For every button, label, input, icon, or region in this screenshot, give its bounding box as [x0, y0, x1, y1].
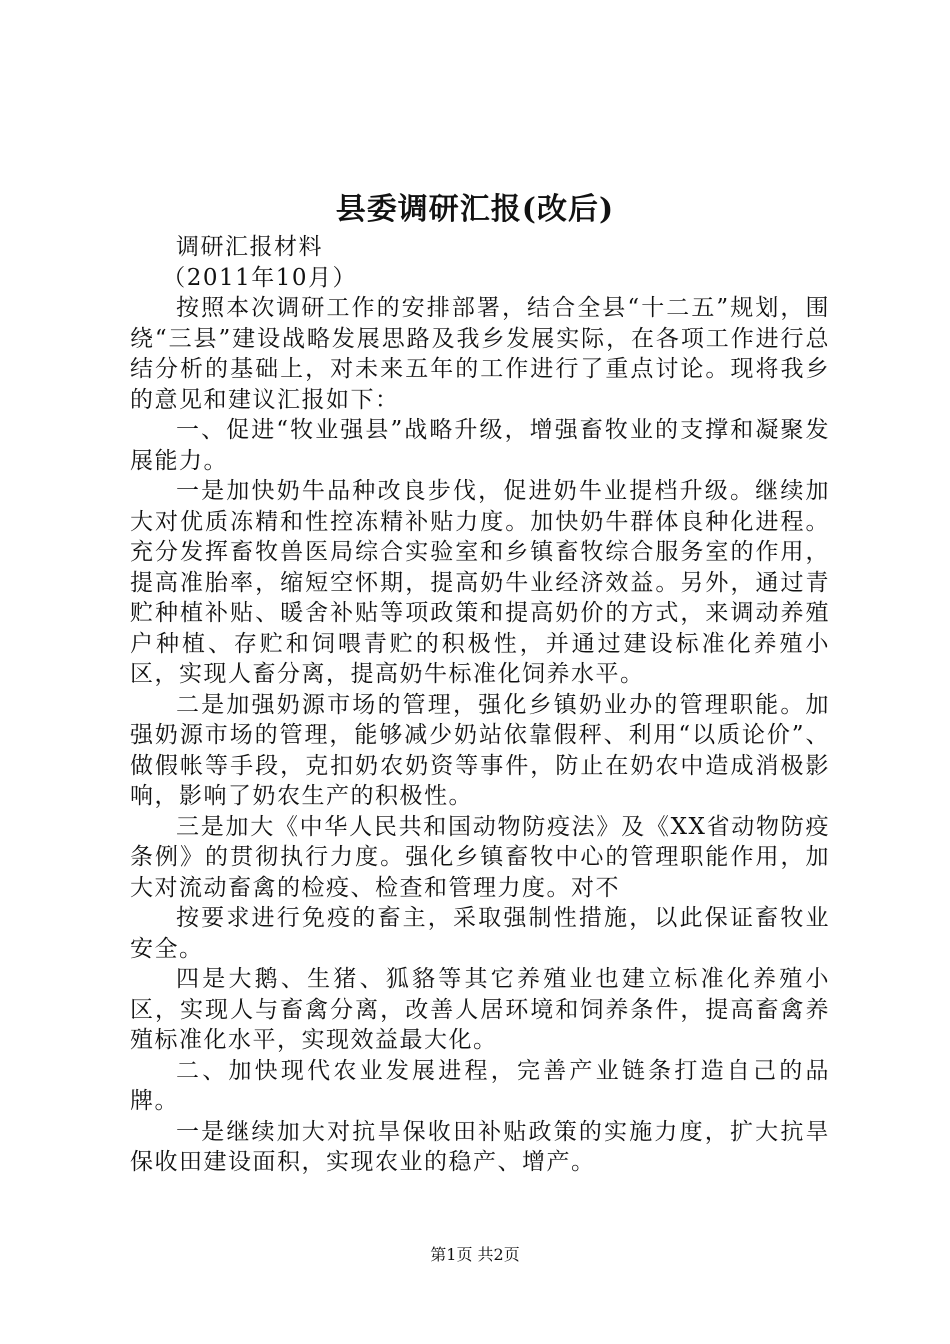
paragraph-item-1-1: 一是加快奶牛品种改良步伐，促进奶牛业提档升级。继续加大对优质冻精和性控冻精补贴力度。加快奶牛群体良种化进程。充分发挥畜牧兽医局综合实验室和乡镇畜牧综合服务室的作用，提高准胎率，缩短空怀期，提高奶牛业经济效益。另外，通过青贮种植补贴、暖舍补贴等项政策和提高奶价的方式，来调动养殖户种植、存贮和饲喂青贮的积极性，并通过建设标准化养殖小区，实现人畜分离，提高奶牛标准化饲养水平。 — [130, 478, 830, 687]
paragraph-item-1-3: 三是加大《中华人民共和国动物防疫法》及《XX省动物防疫条例》的贯彻执行力度。强化乡镇畜牧中心的管理职能作用，加大对流动畜禽的检疫、检查和管理力度。对不 — [130, 813, 830, 901]
page-footer: 第1页 共2页 — [430, 1245, 520, 1264]
paragraph-intro: 按照本次调研工作的安排部署，结合全县“十二五”规划，围绕“三县”建设战略发展思路及我乡发展实际，在各项工作进行总结分析的基础上，对未来五年的工作进行了重点讨论。现将我乡的意见和建议汇报如下： — [130, 295, 830, 413]
paragraph-date: （2011年10月） — [162, 264, 357, 291]
paragraph-section-2-heading: 二、加快现代农业发展进程，完善产业链条打造自己的品牌。 — [130, 1057, 830, 1114]
paragraph-section-1-heading: 一、促进“牧业强县”战略升级，增强畜牧业的支撑和凝聚发展能力。 — [130, 417, 830, 474]
document-title: 县委调研汇报(改后) — [335, 192, 615, 227]
paragraph-subtitle: 调研汇报材料 — [176, 234, 323, 260]
paragraph-item-1-4: 四是大鹅、生猪、狐貉等其它养殖业也建立标准化养殖小区，实现人与畜禽分离，改善人居环境和饲养条件，提高畜禽养殖标准化水平，实现效益最大化。 — [130, 966, 830, 1053]
paragraph-item-1-3-continued: 按要求进行免疫的畜主，采取强制性措施，以此保证畜牧业安全。 — [130, 905, 830, 962]
paragraph-item-1-2: 二是加强奶源市场的管理，强化乡镇奶业办的管理职能。加强奶源市场的管理，能够减少奶站依靠假秤、利用“以质论价”、做假帐等手段，克扣奶农奶资等事件，防止在奶农中造成消极影响，影响了奶农生产的积极性。 — [130, 691, 830, 809]
document-body — [130, 232, 830, 1178]
paragraph-item-2-1: 一是继续加大对抗旱保收田补贴政策的实施力度，扩大抗旱保收田建设面积，实现农业的稳产、增产。 — [130, 1118, 830, 1175]
